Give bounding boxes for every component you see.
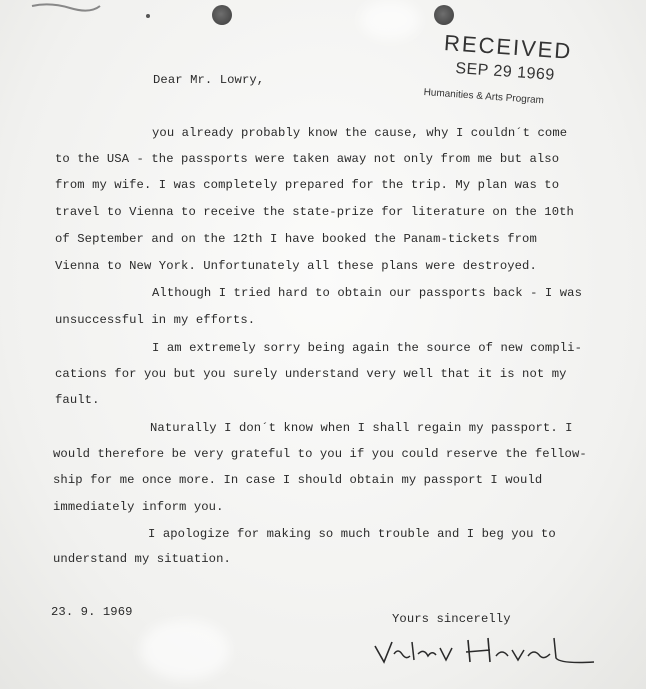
body-line: Vienna to New York. Unfortunately all these plans were destroyed. — [55, 259, 537, 273]
received-stamp-title: RECEIVED — [443, 30, 574, 64]
smudge-top — [360, 0, 420, 40]
received-stamp-date: SEP 29 1969 — [454, 60, 556, 84]
salutation: Dear Mr. Lowry, — [153, 73, 265, 87]
body-line: I am extremely sorry being again the source of new compli- — [152, 341, 582, 355]
body-line: unsuccessful in my efforts. — [55, 313, 256, 327]
body-line: Although I tried hard to obtain our passports back - I was — [152, 286, 582, 300]
body-line: immediately inform you. — [53, 500, 224, 514]
body-line: travel to Vienna to receive the state-prize for literature on the 10th — [55, 205, 574, 219]
body-line: cations for you but you surely understand very well that it is not my — [55, 367, 567, 381]
body-line: Naturally I don´t know when I shall regain my passport. I — [150, 421, 573, 435]
letter-date: 23. 9. 1969 — [51, 605, 133, 619]
body-line: fault. — [55, 393, 100, 407]
punch-hole-left — [212, 5, 232, 25]
body-line: would therefore be very grateful to you if you could reserve the fellow- — [53, 447, 587, 461]
handwritten-signature — [370, 628, 600, 678]
body-line: you already probably know the cause, why I couldn´t come — [152, 126, 568, 140]
punch-hole-right — [434, 5, 454, 25]
body-line: I apologize for making so much trouble and I beg you to — [148, 527, 556, 541]
body-line: understand my situation. — [53, 552, 231, 566]
body-line: of September and on the 12th I have booked the Panam-tickets from — [55, 232, 537, 246]
body-line: from my wife. I was completely prepared for the trip. My plan was to — [55, 178, 560, 192]
received-stamp-program: Humanities & Arts Program — [423, 87, 545, 107]
smudge-bottom — [140, 620, 230, 680]
body-line: to the USA - the passports were taken away not only from me but also — [55, 152, 560, 166]
closing: Yours sincerelly — [392, 612, 511, 626]
body-line: ship for me once more. In case I should obtain my passport I would — [53, 473, 543, 487]
top-left-marks — [30, 0, 150, 25]
